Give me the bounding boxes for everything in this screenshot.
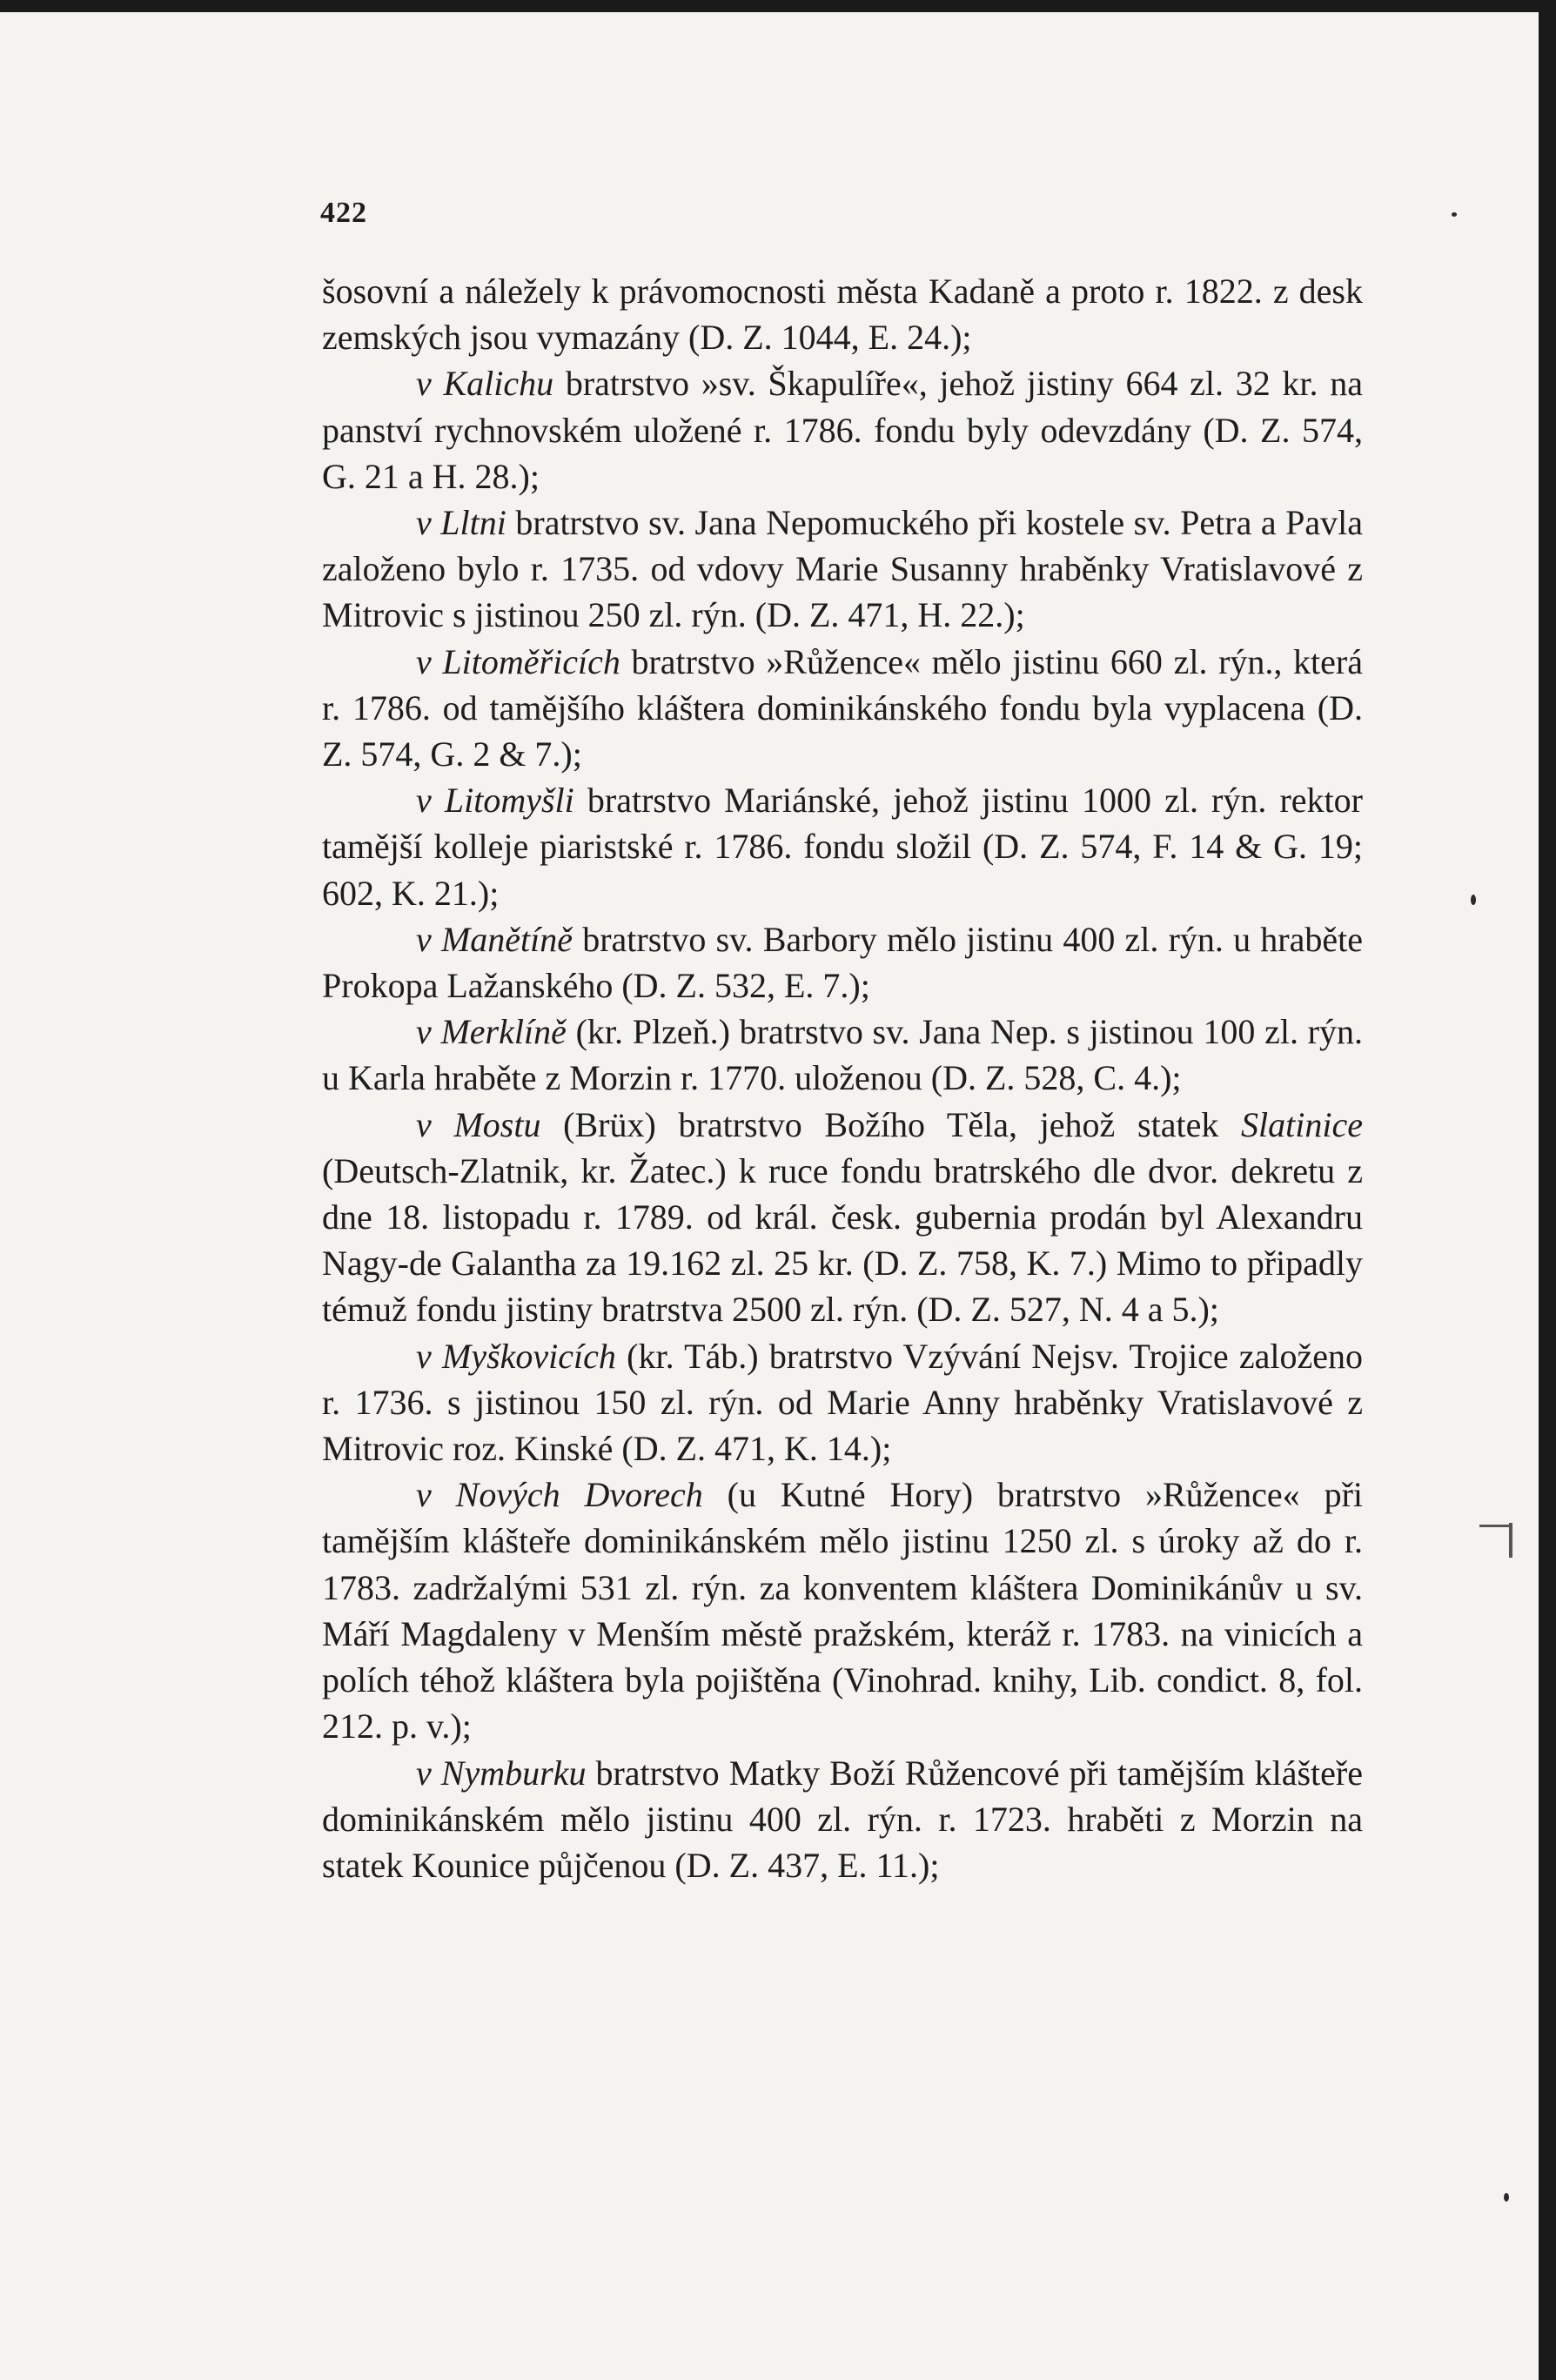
place-name: Merklíně <box>440 1012 567 1052</box>
place-name: Myškovicích <box>442 1336 616 1376</box>
scan-edge-top <box>0 0 1556 12</box>
page-number: 422 <box>320 197 367 229</box>
place-name: Lltni <box>440 503 506 543</box>
place-name: Nymburku <box>440 1753 587 1793</box>
paragraph-0-text: šosovní a náležely k právomocnosti města Kadaně a proto r. 1822. z desk zemských jsou vymazány (D. Z. 1044, E. 24.); <box>322 272 1363 358</box>
margin-mark <box>1509 1523 1512 1558</box>
paragraph-kalich <box>322 360 1363 499</box>
paragraph-nymburk <box>322 1750 1363 1889</box>
prefix: v <box>416 919 441 959</box>
paragraph-manetin <box>322 916 1363 1009</box>
paragraph-text: bratrstvo sv. Barbory mělo jistinu 400 zl. rýn. u hraběte Prokopa Lažanského (D. Z. 532, E. 7.); <box>322 919 1363 1006</box>
paragraph-litomysl <box>322 777 1363 916</box>
paragraph-text: (Brüx) bratrstvo Božího Těla, jehož statek <box>540 1104 1242 1144</box>
paragraph-text: (kr. Táb.) bratrstvo Vzývání Nejsv. Trojice založeno r. 1736. s jistinou 150 zl. rýn. od Marie Anny hraběnky Vratislavové z Mitrovic roz. Kinské (D. Z. 471, K. 14.); <box>322 1336 1363 1469</box>
scan-edge-right <box>1539 0 1556 2380</box>
place-name: Litoměřicích <box>442 641 620 681</box>
paragraph-merklin <box>322 1009 1363 1101</box>
scan-speck <box>1471 895 1476 905</box>
prefix: v <box>416 503 441 543</box>
paragraph-text: (u Kutné Hory) bratrstvo »Růžence« při tamějším klášteře dominikánském mělo jistinu 1250 zl. s úroky až do r. 1783. zadržalými 531 zl. rýn. za konventem kláštera Dominikánův u sv. Máří Magdaleny v Menším městě pražském, kteráž r. 1783. na vinicích a polích téhož kláštera byla pojištěna (Vinohrad. knihy, Lib. condict. 8, fol. 212. p. v.); <box>322 1475 1364 1746</box>
place-name: Nových Dvorech <box>455 1475 703 1515</box>
paragraph-litomerice <box>322 639 1363 778</box>
place-name: Kalichu <box>443 364 554 404</box>
paragraph-text: bratrstvo Matky Boží Růžencové při tamějším klášteře dominikánském mělo jistinu 400 zl. rýn. r. 1723. hraběti z Morzin na statek Kounice půjčenou (D. Z. 437, E. 11.); <box>322 1753 1363 1885</box>
paragraph-most <box>322 1102 1363 1333</box>
paragraph-text: bratrstvo sv. Jana Nepomuckého při kostele sv. Petra a Pavla založeno bylo r. 1735. od vdovy Marie Susanny hraběnky Vratislavové z Mitrovic s jistinou 250 zl. rýn. (D. Z. 471, H. 22.); <box>322 503 1363 635</box>
paragraph-nove-dvory <box>322 1472 1363 1749</box>
place-name: Litomyšli <box>444 781 574 821</box>
prefix: v <box>416 1475 456 1515</box>
prefix: v <box>416 1104 454 1144</box>
scan-speck <box>1504 2193 1509 2202</box>
margin-mark <box>1479 1525 1511 1527</box>
paragraph-text: (kr. Plzeň.) bratrstvo sv. Jana Nep. s jistinou 100 zl. rýn. u Karla hraběte z Morzin r. 1770. uloženou (D. Z. 528, C. 4.); <box>322 1012 1364 1098</box>
prefix: v <box>416 1012 441 1052</box>
place-name: Mostu <box>453 1104 541 1144</box>
paragraph-text: bratrstvo »Růžence« mělo jistinu 660 zl. rýn., která r. 1786. od tamějšího kláštera dominikánského fondu byla vyplacena (D. Z. 574, G. 2 & 7.); <box>322 641 1363 774</box>
paragraph-0 <box>322 268 1363 360</box>
paragraph-text: bratrstvo Mariánské, jehož jistinu 1000 zl. rýn. rektor tamější kolleje piaristské r. 1786. fondu složil (D. Z. 574, F. 14 & G. 19; 602, K. 21.); <box>322 781 1363 913</box>
scan-speck <box>1452 212 1457 217</box>
place-name-slatinice: Slatinice <box>1241 1104 1363 1144</box>
place-name: Manětíně <box>440 919 573 959</box>
prefix: v <box>416 781 445 821</box>
prefix: v <box>416 364 444 404</box>
paragraph-myskovice <box>322 1333 1363 1472</box>
prefix: v <box>416 1336 442 1376</box>
body-text <box>322 268 1363 1888</box>
paragraph-litni <box>322 499 1363 639</box>
paragraph-text-cont: (Deutsch-Zlatnik, kr. Žatec.) k ruce fondu bratrského dle dvor. dekretu z dne 18. listopadu r. 1789. od král. česk. gubernia prodán byl Alexandru Nagy-de Galantha za 19.162 zl. 25 kr. (D. Z. 758, K. 7.) Mimo to připadly témuž fondu jistiny bratrstva 2500 zl. rýn. (D. Z. 527, N. 4 a 5.); <box>322 1150 1363 1330</box>
paragraph-text: bratrstvo »sv. Škapulíře«, jehož jistiny 664 zl. 32 kr. na panství rychnovském uložené r. 1786. fondu byly odevzdány (D. Z. 574, G. 21 a H. 28.); <box>322 364 1363 496</box>
prefix: v <box>416 1753 441 1793</box>
prefix: v <box>416 641 443 681</box>
